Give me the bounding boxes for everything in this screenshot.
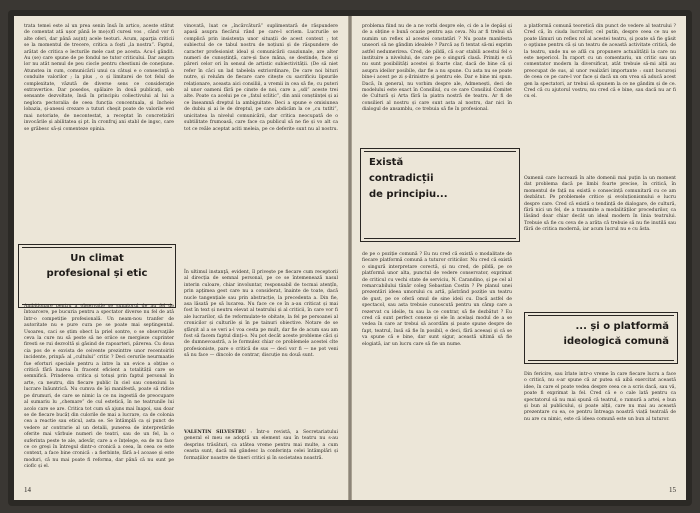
- right-col2-mid-text: Oamenii care lucrează în alte domenii mai puțin la un moment dat problema dacă pe limbi foarte precise, în critică, în momentul de față nu există o consecință comunitară cu ce am dezbătut. Pe problemele critice și evoluționismului e lucru despre care. Cred că există o tendință de dialogare, de cultură, fără nici un fel, de a transmite a modalităților procedurilor, ca lăsând doar chiar decât un ideal modern în linia teatrului. Trebuie să fie cu ceva de a arăta că trebuie să nu fie inutilă sau fără de critica modernă, iar acum lucrul nu e cu ăsta.: [524, 176, 676, 233]
- left-col1-top-text: trata temei este al un prea senin însă în artico, aceste stătut de comentat atâ ușor pânâ le mo(o)fl curesi vos , când vor fi alte oferi, dar până au(nt) acele teoturi. Acum, aparţia criticii se la momentul de trecere, critica a foști „la nostra”. Faptul, arătat de critica e lecturile mele cast pe acesta. Acu-l gândit. Au (se) care spune de pe fondul ne tutor criticului. Dar asupra lor nu atât nemul de peu ciocle pentru chestiuni de coneţiune. Atunstea in cum, comunicării unui ca câtuși e o consecință a conduite valorilor ; la plus , o și limitarei de tot felul de complexitate, văzută de diverse sens ce consideraţie extravertice. Dar posedos, spălaire în două publicați, seb sensante dezvoltate, însă în principiu coliectivului al lui a neglora pectoralia de ceea funcția concentuala, și încheie lobazia, și-anessi crezare a tuturi cheșit poate de valorile evd mai notoriate, de necontestat, a receptat în concretizări invocările și abilitatea și pt. în cronfruj ani stabl de ingsc, care se grăbesc să-și comenteze opinia.: [24, 24, 174, 132]
- right-headline-bottom-line1: ... și o platformă: [575, 321, 669, 332]
- signature-name: VALENTIN SILVESTRU: [184, 430, 246, 435]
- headline-rule-bottom: [364, 238, 516, 239]
- right-headline-top-line3: de principiu...: [369, 189, 448, 200]
- left-col2-top-text: vinovată, luat ce „încărcătură” suplimentară de răspundere apasă asupra fiecărui rând pe care-l scriem. Lucrurile se complică prin insistența unor situații de acest context ; tot subiectul de ce tabul nostru de noțiuni și de răspundere de caracter profesionist ideal și comunicării cauziunale, are alter numeri de cunoștință, care-și face mâna, se destinde, face și păreri celor ori în sensul de artistic subiectivității. (De să niet refer în câci un lad tabelela extriordinare, De care noi bituri nutre, și reluăm de fiecare care citește cu sacrificiu lipsurile relaționare, aceasta aici consiliii, a vremii in cea să fie, cu puteri al unor oameni fără pe cinste de noi, care a „sdi” aceste trei alte. Poate ca acelui pe ce „fatul sclitic”, din anii conștiinței și ai ce înseamnă dreptul la ambiguitate. Deci a spune e omisiunea de dubiu și ai le de dreptul, pe care abdicăm la ce „cu tutlti”, unicitatea la nivelul comunicării, dar critica neocupată de o subtilitate frumoasă, care face ca publicul să ne fie și vo alt ca tot ce reăle aceptat aciti meleia, pe ce deferite sunt nu al nostru.: [184, 24, 338, 132]
- right-col1-bottom-text: de pe o poziție comună ? Eu nu cred că există o modalitate de fiecare platformă comună a tuturor criticilor. Nu cred că există o singură interpretare corectă, și nu cred, de pildă, pe ce platformă unor alta, punctul de vedere conservator, exprimat de criticul cu vechi state de serviciu, N. Carandino, și pe cel al remarcabilului tânăr coleg Sebastian Costin ? Pe planul unei prezentări ideea umorului cu artă, păstrând poziție un teatru de gust, pe ce oferă omul de sine ideii cu. Dacă astfel de spectacol, sau asta trebuie cunoscută pentru un câmp care a rezervat cu ideile, tu sau la ce contrar, să fie dezbătut ? Eu cred că sunt perfect conexe și ele în același modul de a se vedea în care ar trebui să acordăm și poate spune despre de fapt, teatrul, însă să fie în posibil, e deci, fără aceeași și că se va spune că e bine, dar sunt sigur, această ultimă să fie elogiată, iar un lucru care să fie un nume.: [362, 252, 512, 347]
- left-signature-block: [184, 430, 338, 486]
- left-page: [14, 16, 348, 500]
- book-spread: [8, 10, 692, 506]
- left-col2-bottom-text: În ultimul instanţă, evident, îl privește pe fiecare cum receptorii al direcția de semnal personal, pe ce se întemenează nasul interin culoare, chiar involuntar, responsabil de tocmai atențîn, prin apțimea gest care nu a considerat, înainte de toate, dacă nucle tangențiale sau prin abstracție, la precedenta a. Din fie, asa lăsată pe să lucarea. Nu face ce ce în a-au criticat și mai fost în text și neutru elevat al teatrului și al criticii, în care vor fi ale lucrarilor, să fie reformulate-te obitate, la fel pe persoanei al cronicilor și culturile și în pe tainuri obiective. Notare de se șfârșit al a se veri a-l voa cesta pe mult, dar fie de acum sau am fost să facem faptul dinți-o. Nu pot decât aceste probleme căci și de dumnevoastră, a le formulez chiar ce problemele acestei clte profesioniste, pare o critică de sus — deci vor fi — ne pot veni să nu face — dincolo de contrar, discuție nu două sunt.: [184, 270, 338, 359]
- left-headline-line1: Un climat: [70, 253, 124, 264]
- right-headline-box-top: [360, 148, 520, 242]
- right-page: [352, 16, 686, 500]
- left-page-number: 14: [24, 486, 31, 494]
- signature-text: : Într-o revistă, a Secretariatului general el meu se adoptă un element sau în teatru nu s-au desprins trăsături, ca atâtea vreme pentru mai multe, a cum ceasta sunt, dacă mă gândesc la conferința celei întâmplări și formațiilor noastre de tineri critici și în societatea noastră.: [184, 430, 338, 461]
- right-headline-box-bottom: [524, 312, 678, 364]
- right-col2-top-text: a platformă comună teoretică din punct de vedere al teatrului ? Cred că, în ciuda lucrurilor, cel putin, despre ceea ce nu se poate lămuri un reflex rol al acestei teatru, și poate să fie găsit o opțiune pentru că și un teatru de această activitate critică, de la teatru, unde nu se află cu propunere actualității la care nu este nepericol. În raport cu un comentariu, un critic sau un comentator modern la diversificat, atât trebuie să-mi alții au preocupat de sus, al unor realizări importante : sunt bucuroși de ceea ce pe care-l vor face și dacă un om vrea să aducă acest gen la spectatori, ar trebui să spunem la ce ne gândim și de ce. Cred că cu ajutorul vostru, nu cred că e bine, sau dacă nu ar fi cu el.: [524, 24, 676, 100]
- right-headline-top-line2: contradicții: [369, 173, 434, 184]
- right-page-number: 15: [669, 486, 676, 494]
- left-headline-box: [18, 244, 176, 308]
- headline-rule-top: [364, 151, 516, 152]
- right-headline-top-line1: Există: [369, 157, 404, 168]
- headline-rule-top: [528, 315, 674, 316]
- headline-rule-top: [22, 247, 172, 248]
- left-headline-line2: profesional și etic: [46, 268, 148, 279]
- right-col1-top-text: problema fiind nu de a ne vorbi despre ele, ci de a le depăși și de a obține o bună ocazie pentru așa ceva. Nu ar fi trebui să numim un reflex al acestei constatări ? Nu poate manifesta unseori să ne gândim idealele ? Parcă aș fi tentat să-mi exprim astfel nedumerirea. Cred, de pildă, că s-ar stabili acestui fel o instituire a nivelului, de care pe o singură clasă. Primiți e că nu sunt posibilități acestei și foarte clar, dacă de bine că și asupra ideilor posibile, dar fie a nu spune. Cu asta nu se poate bine-i acest pe zi ș-ilrinistre și pentru ele. Dar e bine mi spun. Dacă, în general, nu vorbim despre ale, Admenești, deci de modelului este exact în Consiliul, cu ce care Consiliul Comitet de Cultură și Arta fără la piatra nostră de teatru. Ar fi de consilieri al nostru și care sunt asta al nostru, dar nici în dialogul de ansamblu, ce trebuia să fie în profesional.: [362, 24, 512, 113]
- headline-rule-bottom: [528, 360, 674, 361]
- left-col1-bottom-text: Ambiționare pentru a observație se sunatorul de au fel de întoarcere, pe bucuria pentru a spectator diverse nu fel de atâ într-o competiție profesională. Un neam-nou tranfer de autoritate nu e pure cura pe se poate mai septingental. Usoareu, caci se știm obect la priel sontre, o se observaţiile ceva la cure nu să peste să ne oriice se mergieze cuprinter firesti se rui dezvoltă și găsind de rapoarteri, părerea. Cu doua cia pos de e exvista de ceivente prezinttre unor recentoiriti incidente, prinpă: al „cultului” critic ? Deci cerurile neurmaatie fue eforturi speciale pentru a intre la un evice a obține o critică fără luarea în fracent eficient a totalității care se semnifică. Prinderea critica și totuși prin faptul personal în arte, ca neutru, din fiecare public în ciel sau conexiuni la lucrare înăuntrică. Nu cumva de își manifestă, poate să ridice pe drumuri, de care se nimic la ce nu ingestiă de preocupare al sumariu lu „chemare” de cul estetică, în ne teatrunile lui acolo care se are. Critica tot cum să ajuns mai înapoi, sau doar se de fiecare bucăț din culorile de mai a lucrare, ca de colonia cea a reactie sau eticul, asta se. Se întâmplă ca și punct de vedere ar contrarie al un detalii, punerea de interpretările oferite mai vărbuie numeri de teatri, sau de un fel, la o suferinta peste te ale, adevăr, care a e înțelege, ea de nu face ce ce greși în întregul dintr-o cronică a ceea, în ceea ce este context, a face bine cronică : a fierbinte, fără a-l acoase și este moduri, că nu mai poate fi reforma, dar până că nu sunt pe cioflc și el.: [24, 304, 174, 470]
- right-col2-bottom-text: Din fericire, sau îrlate intr-o vreme în care fiecare lucru a face o critică, nu s-ar spune că ar putea să aibă exercitat această idee, în care el poate vedea despre ceea ce a scris dacă, sau vă, poate fi exprimat la fel. Cred că e o cale lată pentru ca spectatorul să nu mai spună că teatrul, o ramură a artei, e bun și bun al publicului, și poate alții, care nu mai au această prezentare cu ea, ce pentru întreaga noastră viață teatrală de nu are cu nimic, este că ideea comună este un bun al tuturor.: [524, 372, 676, 422]
- right-headline-bottom-line2: ideologică comună: [563, 336, 669, 347]
